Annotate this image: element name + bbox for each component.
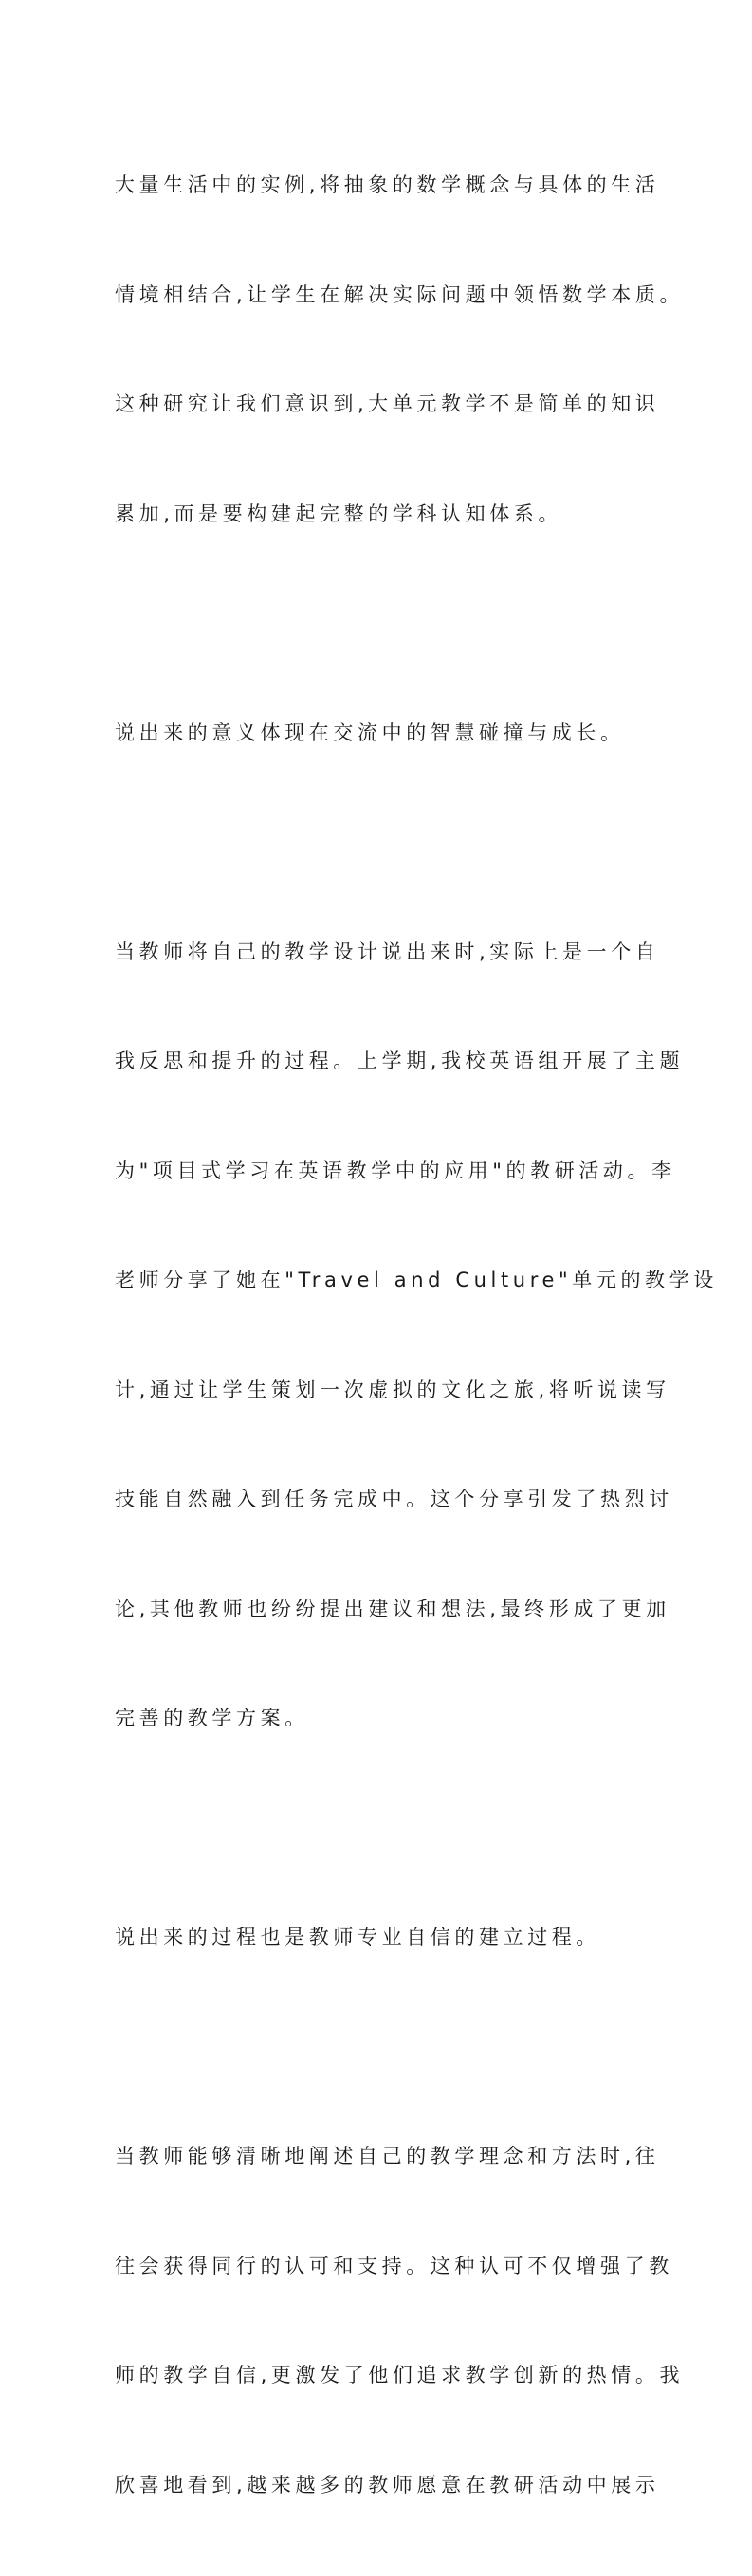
- text-line: 论,其他教师也纷纷提出建议和想法,最终形成了更加: [115, 1597, 670, 1620]
- text-line: 往会获得同行的认可和支持。这种认可不仅增强了教: [115, 2254, 673, 2277]
- paragraph-gap: [115, 1810, 642, 1847]
- text-line: 欣喜地看到,越来越多的教师愿意在教研活动中展示: [115, 2473, 660, 2496]
- text-line: 计,通过让学生策划一次虚拟的文化之旅,将听说读写: [115, 1378, 670, 1401]
- text-line: 当教师将自己的教学设计说出来时,实际上是一个自: [115, 940, 660, 963]
- paragraph-body-1: [115, 94, 685, 605]
- text-line: 这种研究让我们意识到,大单元教学不是简单的知识: [115, 393, 660, 415]
- paragraph-statement-1: [115, 642, 642, 825]
- text-line: 当教师能够清晰地阐述自己的教学理念和方法时,往: [115, 2145, 660, 2167]
- text-line: 老师分享了她在"Travel and Culture"单元的教学设: [115, 1269, 718, 1291]
- paragraph-gap: [115, 605, 642, 642]
- text-line: 完善的教学方案。: [115, 1707, 309, 1729]
- text-line: 情境相结合,让学生在解决实际问题中领悟数学本质。: [115, 283, 685, 306]
- paragraph-statement-2: [115, 1846, 642, 2029]
- text-line: 为"项目式学习在英语教学中的应用"的教研活动。李: [115, 1159, 676, 1182]
- text-line: 说出来的意义体现在交流中的智慧碰撞与成长。: [115, 721, 625, 744]
- document-page: [115, 94, 718, 2576]
- text-line: 师的教学自信,更激发了他们追求教学创新的热情。我: [115, 2364, 685, 2386]
- text-line: 技能自然融入到任务完成中。这个分享引发了热烈讨: [115, 1488, 673, 1510]
- text-line: 说出来的过程也是教师专业自信的建立过程。: [115, 1926, 600, 1948]
- paragraph-gap: [115, 824, 642, 861]
- text-line: 大量生活中的实例,将抽象的数学概念与具体的生活: [115, 174, 660, 196]
- paragraph-body-2: [115, 861, 718, 1810]
- text-line: 累加,而是要构建起完整的学科认知体系。: [115, 502, 563, 525]
- paragraph-body-3: [115, 2065, 685, 2576]
- paragraph-gap: [115, 2029, 642, 2066]
- text-line: 我反思和提升的过程。上学期,我校英语组开展了主题: [115, 1050, 685, 1072]
